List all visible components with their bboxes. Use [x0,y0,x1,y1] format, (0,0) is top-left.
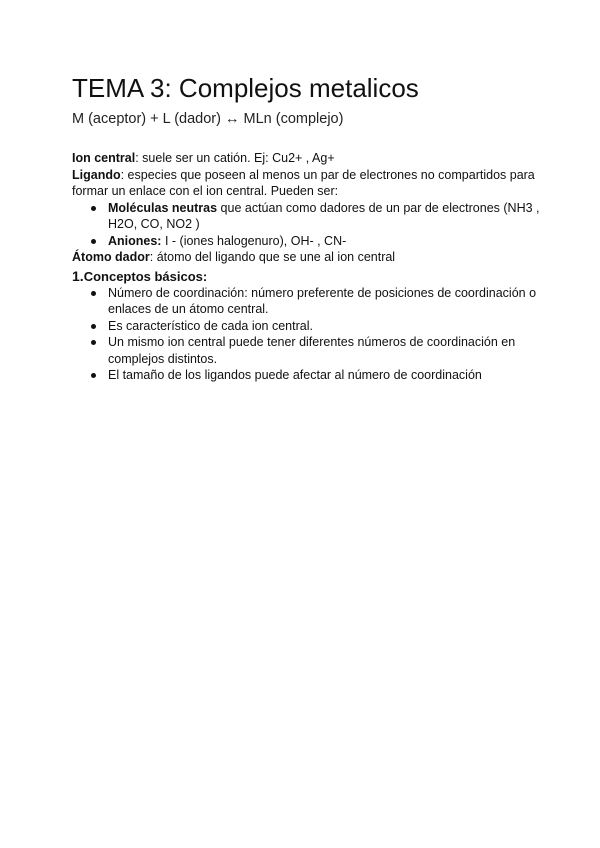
definition-atomo-dador [72,249,542,266]
section-heading [72,268,542,285]
definition-ion-central [72,150,542,167]
section-number: 1. [72,267,84,284]
term: Moléculas neutras [108,200,218,215]
list-item: El tamaño de los ligandos puede afectar al número de coordinación [108,367,542,384]
list-item: Número de coordinación: número preferente de posiciones de coordinación o enlaces de un átomo central. [108,285,542,318]
definition-text: : átomo del ligando que se une al ion central [149,250,396,264]
term: Átomo dador [72,250,150,264]
equation-subtitle: M (aceptor) + L (dador) ↔ MLn (complejo) [72,111,344,127]
definition-ligando [72,167,542,200]
term: Aniones: [108,233,162,248]
document-body [72,150,542,384]
item-text: I - (iones halogenuro), OH- , CN- [161,233,347,248]
section-title: Conceptos básicos: [83,268,208,284]
ligand-types-list [72,200,542,250]
list-item [108,200,542,233]
definition-text: : especies que poseen al menos un par de electrones no compartidos para formar un enlace con el ion central. Pueden ser: [72,167,535,198]
term: Ion central [72,151,136,165]
concepts-list [72,285,542,384]
list-item: Es característico de cada ion central. [108,318,542,335]
definition-text: : suele ser un catión. Ej: Cu2+ , Ag+ [135,151,335,165]
term: Ligando [72,167,121,182]
list-item [108,233,542,250]
list-item: Un mismo ion central puede tener diferentes números de coordinación en complejos distintos. [108,334,542,367]
item-text: que actúan como dadores de un par de electrones (NH3 , H2O, CO, NO2 ) [108,200,540,231]
page-title: TEMA 3: Complejos metalicos [72,73,419,103]
